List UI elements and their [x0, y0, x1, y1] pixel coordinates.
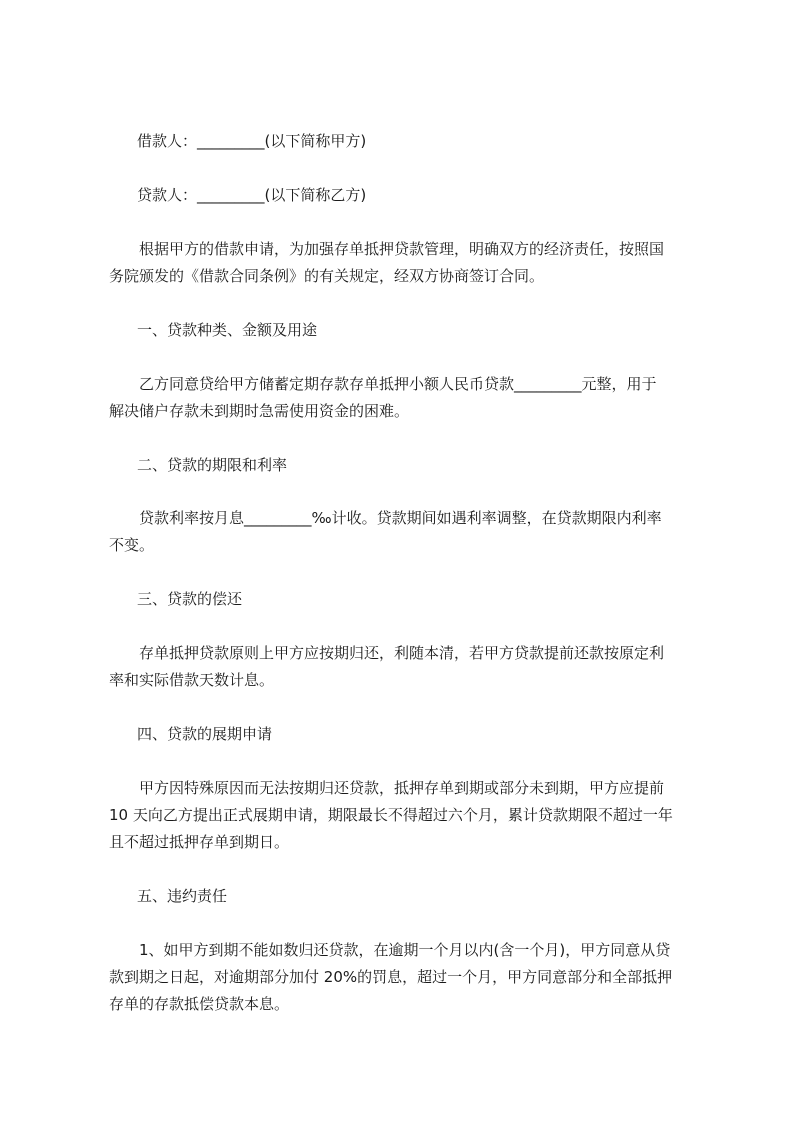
section-2-line-2: 不变。	[109, 536, 155, 554]
section-4-line-2: 10 天向乙方提出正式展期申请，期限最长不得超过六个月，累计贷款期限不超过一年	[109, 806, 673, 824]
section-5-item-1-line-3: 存单的存款抵偿贷款本息。	[109, 995, 290, 1013]
section-1-line-1: 乙方同意贷给甲方储蓄定期存款存单抵押小额人民币贷款_________元整，用于	[139, 375, 657, 393]
borrower-line: 借款人：_________(以下简称甲方)	[137, 132, 367, 150]
section-3-heading: 三、贷款的偿还	[137, 590, 243, 608]
lender-line: 贷款人：_________(以下简称乙方)	[137, 186, 367, 204]
section-3-line-1: 存单抵押贷款原则上甲方应按期归还，利随本清，若甲方贷款提前还款按原定利	[139, 644, 665, 662]
section-4-line-1: 甲方因特殊原因而无法按期归还贷款，抵押存单到期或部分未到期，甲方应提前	[139, 779, 665, 797]
section-5-heading: 五、违约责任	[137, 887, 228, 905]
section-1-heading: 一、贷款种类、金额及用途	[137, 321, 318, 339]
section-1-line-2: 解决储户存款未到期时急需使用资金的困难。	[109, 402, 410, 420]
preamble-line-1: 根据甲方的借款申请，为加强存单抵押贷款管理，明确双方的经济责任，按照国	[139, 240, 665, 258]
section-4-heading: 四、贷款的展期申请	[137, 725, 273, 743]
section-5-item-1-line-2: 款到期之日起，对逾期部分加付 20%的罚息，超过一个月，甲方同意部分和全部抵押	[109, 968, 673, 986]
preamble-line-2: 务院颁发的《借款合同条例》的有关规定，经双方协商签订合同。	[109, 267, 545, 285]
section-2-line-1: 贷款利率按月息_________‰计收。贷款期间如遇利率调整，在贷款期限内利率	[139, 509, 662, 527]
section-2-heading: 二、贷款的期限和利率	[137, 456, 288, 474]
section-5-item-1-line-1: 1、如甲方到期不能如数归还贷款，在逾期一个月以内(含一个月)，甲方同意从贷	[139, 941, 671, 959]
section-4-line-3: 且不超过抵押存单到期日。	[109, 833, 290, 851]
section-3-line-2: 率和实际借款天数计息。	[109, 671, 275, 689]
